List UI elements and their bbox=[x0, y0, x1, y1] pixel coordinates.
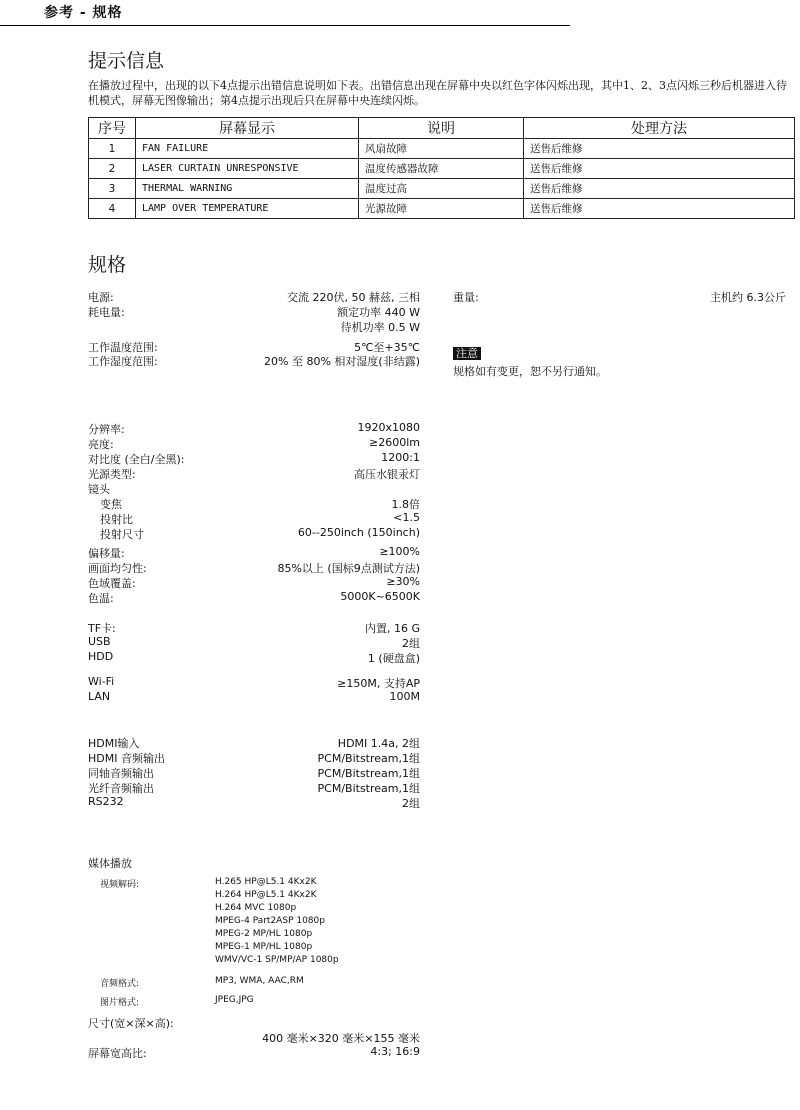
weight-value: 主机约 6.3公斤 bbox=[710, 291, 786, 304]
error-section-title: 提示信息 bbox=[88, 50, 165, 72]
dimension-value: 400 毫米×320 毫米×155 毫米 bbox=[262, 1032, 420, 1045]
humidity-label: 工作湿度范围: bbox=[88, 355, 158, 368]
brightness-label: 亮度: bbox=[88, 438, 114, 451]
image-format-label: 图片格式: bbox=[100, 998, 140, 1008]
row-description: 风扇故障 bbox=[359, 139, 524, 159]
consumption-standby: 待机功率 0.5 W bbox=[340, 321, 420, 334]
note-badge: 注意 bbox=[453, 347, 481, 360]
video-codec-item: H.264 MVC 1080p bbox=[215, 903, 297, 913]
audio-format-label: 音频格式: bbox=[100, 979, 140, 989]
table-row bbox=[89, 159, 795, 179]
row-action: 送售后维修 bbox=[524, 139, 795, 159]
error-intro-text: 在播放过程中，出现的以下4点提示出错信息说明如下表。出错信息出现在屏幕中央以红色字体闪烁出现，其中1、2、3点闪烁三秒后机器进入待机模式，屏幕无图像输出；第4点提示出现后只在屏幕中央连续闪烁。 bbox=[88, 79, 787, 107]
hdmi-audio-value: PCM/Bitstream,1组 bbox=[317, 752, 420, 765]
coaxial-audio-value: PCM/Bitstream,1组 bbox=[317, 767, 420, 780]
aspect-ratio-value: 4:3; 16:9 bbox=[370, 1045, 420, 1058]
throw-ratio-value: <1.5 bbox=[393, 511, 420, 524]
resolution-label: 分辨率: bbox=[88, 423, 125, 436]
row-index: 1 bbox=[89, 139, 136, 159]
video-codec-item: H.264 HP@L5.1 4Kx2K bbox=[215, 890, 317, 900]
row-index: 3 bbox=[89, 179, 136, 199]
page-header: 参考 - 规格 bbox=[44, 5, 123, 21]
uniformity-label: 画面均匀性: bbox=[88, 562, 147, 575]
row-action: 送售后维修 bbox=[524, 179, 795, 199]
light-source-value: 高压水银汞灯 bbox=[354, 468, 420, 481]
video-codec-item: MPEG-1 MP/HL 1080p bbox=[215, 942, 313, 952]
power-label: 电源: bbox=[88, 291, 114, 304]
throw-ratio-label: 投射比 bbox=[100, 513, 133, 526]
temp-value: 5℃至+35℃ bbox=[354, 341, 420, 354]
table-row bbox=[89, 179, 795, 199]
video-codec-item: WMV/VC-1 SP/MP/AP 1080p bbox=[215, 955, 339, 965]
media-playback-label: 媒体播放 bbox=[88, 857, 132, 870]
resolution-value: 1920x1080 bbox=[357, 421, 420, 434]
tf-card-value: 内置, 16 G bbox=[364, 622, 420, 635]
temp-label: 工作温度范围: bbox=[88, 341, 158, 354]
video-decode-label: 视频解码: bbox=[100, 880, 140, 890]
video-codec-item: MPEG-2 MP/HL 1080p bbox=[215, 929, 313, 939]
aspect-ratio-label: 屏幕宽高比: bbox=[88, 1047, 147, 1060]
optical-audio-label: 光纤音频输出 bbox=[88, 782, 154, 795]
row-index: 4 bbox=[89, 199, 136, 219]
table-row bbox=[89, 199, 795, 219]
col-header-description: 说明 bbox=[359, 118, 524, 139]
row-index: 2 bbox=[89, 159, 136, 179]
rs232-value: 2组 bbox=[402, 797, 420, 810]
hdmi-input-label: HDMI输入 bbox=[88, 737, 140, 750]
row-description: 光源故障 bbox=[359, 199, 524, 219]
dimension-label: 尺寸(宽×深×高): bbox=[88, 1017, 174, 1030]
row-action: 送售后维修 bbox=[524, 159, 795, 179]
row-display: THERMAL WARNING bbox=[136, 179, 359, 199]
error-table bbox=[88, 117, 795, 219]
projection-size-label: 投射尺寸 bbox=[100, 528, 144, 541]
optical-audio-value: PCM/Bitstream,1组 bbox=[317, 782, 420, 795]
video-codec-item: H.265 HP@L5.1 4Kx2K bbox=[215, 877, 317, 887]
consumption-label: 耗电量: bbox=[88, 306, 125, 319]
spec-section-title: 规格 bbox=[88, 254, 127, 276]
audio-format-value: MP3, WMA, AAC,RM bbox=[215, 976, 304, 986]
contrast-label: 对比度 (全白/全黑): bbox=[88, 453, 185, 466]
wifi-label: Wi-Fi bbox=[88, 675, 115, 688]
light-source-label: 光源类型: bbox=[88, 468, 136, 481]
uniformity-value: 85%以上 (国标9点测试方法) bbox=[277, 562, 420, 575]
coaxial-audio-label: 同轴音频输出 bbox=[88, 767, 154, 780]
table-row bbox=[89, 139, 795, 159]
projection-size-value: 60--250inch (150inch) bbox=[297, 526, 420, 539]
tf-card-label: TF卡: bbox=[88, 622, 116, 635]
col-header-action: 处理方法 bbox=[524, 118, 795, 139]
humidity-value: 20% 至 80% 相对湿度(非结露) bbox=[264, 355, 420, 368]
color-temp-value: 5000K~6500K bbox=[340, 590, 420, 603]
row-action: 送售后维修 bbox=[524, 199, 795, 219]
lan-label: LAN bbox=[88, 690, 111, 703]
row-description: 温度过高 bbox=[359, 179, 524, 199]
header-divider bbox=[0, 25, 570, 26]
gamut-value: ≥30% bbox=[386, 575, 420, 588]
lan-value: 100M bbox=[389, 690, 420, 703]
offset-label: 偏移量: bbox=[88, 547, 125, 560]
zoom-value: 1.8倍 bbox=[391, 498, 420, 511]
video-codec-item: MPEG-4 Part2ASP 1080p bbox=[215, 916, 325, 926]
rs232-label: RS232 bbox=[88, 795, 124, 808]
hdd-value: 1 (硬盘盒) bbox=[367, 652, 420, 665]
color-temp-label: 色温: bbox=[88, 592, 114, 605]
power-value: 交流 220伏, 50 赫兹, 三相 bbox=[287, 291, 420, 304]
zoom-label: 变焦 bbox=[100, 498, 122, 511]
hdmi-input-value: HDMI 1.4a, 2组 bbox=[337, 737, 420, 750]
col-header-index: 序号 bbox=[89, 118, 136, 139]
row-display: LAMP OVER TEMPERATURE bbox=[136, 199, 359, 219]
image-format-value: JPEG,JPG bbox=[215, 995, 254, 1005]
weight-label: 重量: bbox=[453, 291, 479, 304]
usb-label: USB bbox=[88, 635, 111, 648]
row-display: LASER CURTAIN UNRESPONSIVE bbox=[136, 159, 359, 179]
hdd-label: HDD bbox=[88, 650, 114, 663]
consumption-rated: 额定功率 440 W bbox=[337, 306, 420, 319]
row-display: FAN FAILURE bbox=[136, 139, 359, 159]
contrast-value: 1200:1 bbox=[381, 451, 420, 464]
note-text: 规格如有变更，恕不另行通知。 bbox=[453, 365, 607, 378]
gamut-label: 色域覆盖: bbox=[88, 577, 136, 590]
row-description: 温度传感器故障 bbox=[359, 159, 524, 179]
col-header-display: 屏幕显示 bbox=[136, 118, 359, 139]
error-table-header-row bbox=[89, 118, 795, 139]
brightness-value: ≥2600lm bbox=[369, 436, 420, 449]
wifi-value: ≥150M, 支持AP bbox=[337, 677, 420, 690]
offset-value: ≥100% bbox=[379, 545, 420, 558]
lens-label: 镜头 bbox=[88, 483, 110, 496]
usb-value: 2组 bbox=[402, 637, 420, 650]
hdmi-audio-label: HDMI 音频输出 bbox=[88, 752, 165, 765]
